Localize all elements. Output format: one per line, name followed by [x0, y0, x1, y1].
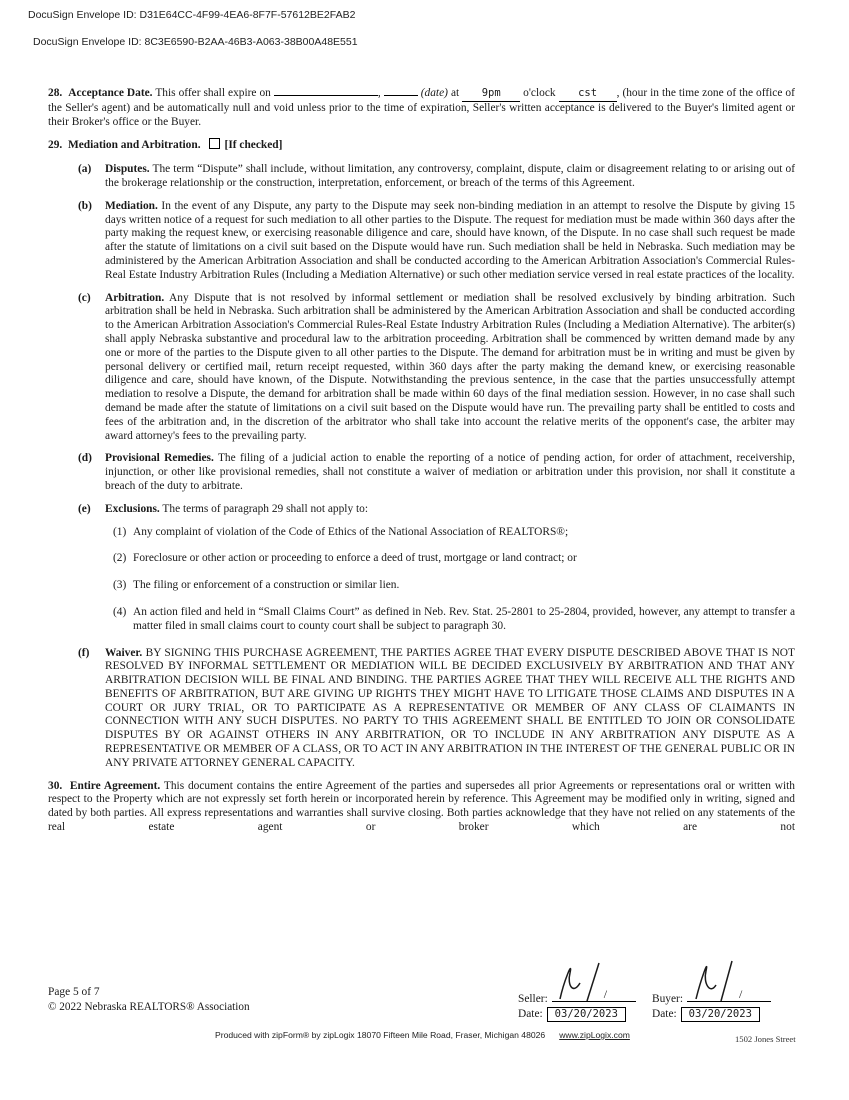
- section-28-title: Acceptance Date.: [68, 87, 153, 99]
- section-28-acceptance-date: [48, 84, 795, 129]
- section-29-heading: [48, 138, 795, 153]
- seller-date-field[interactable]: 03/20/2023: [547, 1007, 626, 1022]
- clause-b-letter: (b): [78, 199, 92, 212]
- clause-e-letter: (e): [78, 502, 91, 515]
- buyer-label: Buyer:: [652, 993, 684, 1005]
- docusign-envelope-id-1: DocuSign Envelope ID: D31E64CC-4F99-4EA6-8F7F-57612BE2FAB2: [28, 9, 356, 21]
- clause-a-disputes: [78, 163, 795, 191]
- section-30-number: 30.: [48, 779, 63, 792]
- section-30-entire-agreement: [48, 780, 795, 835]
- clause-c-label: Arbitration.: [105, 291, 165, 304]
- timezone-field[interactable]: cst: [559, 87, 617, 102]
- exclusion-4: [113, 606, 795, 634]
- at-label: at: [450, 87, 460, 99]
- if-checked-checkbox[interactable]: [209, 138, 220, 149]
- clause-d-letter: (d): [78, 452, 92, 465]
- exclusion-3-number: (3): [113, 579, 127, 592]
- exclusion-3-text: The filing or enforcement of a construction or similar lien.: [133, 579, 400, 592]
- clause-a-text: The term “Dispute” shall include, without limitation, any controversy, complaint, dispute, claim or disagreement relating to or arising out of the brokerage relationship or the construction, interpretation, enforcement, or breach of the terms of this Agreement.: [105, 163, 795, 189]
- seller-initials-field[interactable]: [552, 989, 636, 1002]
- clause-f-waiver: [78, 647, 795, 771]
- clause-e-exclusions: [78, 503, 795, 517]
- clause-f-text: BY SIGNING THIS PURCHASE AGREEMENT, THE PARTIES AGREE THAT EVERY DISPUTE DESCRIBED ABOVE THAT IS NOT RESOLVED BY INFORMAL SETTLEMENT OR MEDIATION WILL BE DECIDED EXCLUSIVELY BY ARBITRATION AND THAT ANY ARBITRATION DECISION WILL BE FINAL AND BINDING. THE PARTIES AGREE THAT THEY WILL RECEIVE ALL THE RIGHTS AND BENEFITS OF ARBITRATION, BUT ARE GIVING UP RIGHTS THEY MIGHT HAVE TO LITIGATE THOSE CLAIMS AND DISPUTES IN A COURT OR JURY TRIAL, OR TO PARTICIPATE AS A REPRESENTATIVE OR MEMBER OF ANY CLASS OF CLAIMANTS IN CONNECTION WITH ANY SUCH DISPUTES. NO PARTY TO THIS AGREEMENT SHALL BE ENTITLED TO JOIN OR CONSOLIDATE DISPUTES BY OR AGAINST OTHERS IN ANY ARBITRATION, OR TO INCLUDE IN ANY ARBITRATION ANY DISPUTE AS A REPRESENTATIVE OR MEMBER OF A CLASS, OR TO ACT IN ANY ARBITRATION IN THE INTEREST OF THE GENERAL PUBLIC OR IN ANY PRIVATE ATTORNEY GENERAL CAPACITY.: [105, 646, 795, 769]
- buyer-date-row: [652, 1007, 760, 1022]
- seller-date-label: Date:: [518, 1008, 543, 1020]
- docusign-envelope-id-2: DocuSign Envelope ID: 8C3E6590-B2AA-46B3-A063-38B00A48E551: [33, 36, 358, 48]
- buyer-initials-field[interactable]: [687, 989, 771, 1002]
- exclusion-2-text: Foreclosure or other action or proceeding to enforce a deed of trust, mortgage or land contract; or: [133, 552, 577, 565]
- clause-b-text: In the event of any Dispute, any party to the Dispute may seek non-binding mediation in an attempt to resolve the Dispute by giving 15 days written notice of a request for such mediation to all other parties to the Dispute. The request for mediation must be made within 360 days after the party making the request knew, or exercising reasonable diligence and care, should have known, of the Dispute. In no case shall such request be made after the statute of limitations on a civil suit based on the Dispute would have run. Such mediation shall be held in Nebraska. Such mediation may be administered by the American Arbitration Association and shall be conducted according to the American Arbitration Association's Commercial Rules-Real Estate Industry Arbitration Rules (Including a Mediation Alternative) or such other mediation service versed in real estate practices of the locality.: [105, 199, 795, 281]
- exclusion-1: [113, 526, 795, 540]
- produced-by-line: [215, 1030, 630, 1040]
- exclusion-4-number: (4): [113, 605, 127, 618]
- section-29-title: Mediation and Arbitration.: [67, 139, 201, 152]
- buyer-initials-mark: [689, 955, 745, 1003]
- seller-signature-row: [518, 989, 636, 1005]
- clause-b-label: Mediation.: [105, 199, 158, 212]
- exclusion-1-text: Any complaint of violation of the Code of Ethics of the National Association of REALTORS®;: [133, 525, 569, 538]
- seller-date-row: [518, 1007, 626, 1022]
- section-28-text-after: , (hour in the time zone of the office of the Seller's agent) and be automatically null and void unless prior to the time of expiration, Seller's written acceptance is delivered to the Buyer's limited agent or their Broker's office or the Buyer.: [48, 87, 795, 128]
- exclusion-4-text: An action filed and held in “Small Claims Court” as defined in Neb. Rev. Stat. 25-2801 to 25-2804, provided, however, any attempt to transfer a matter filed in small claims court to county court shall be subject to paragraph 30.: [133, 605, 795, 632]
- section-28-text-before: This offer shall expire on: [155, 87, 271, 99]
- form-reference: 1502 Jones Street: [735, 1034, 796, 1044]
- exclusion-1-number: (1): [113, 525, 127, 538]
- oclock-label: o'clock: [523, 87, 556, 99]
- clause-d-provisional-remedies: [78, 452, 795, 493]
- clause-a-letter: (a): [78, 163, 92, 176]
- seller-label: Seller:: [518, 993, 548, 1005]
- clause-d-label: Provisional Remedies.: [105, 452, 214, 465]
- exclusion-3: [113, 579, 795, 593]
- clause-f-letter: (f): [78, 646, 90, 659]
- expiration-date-blank[interactable]: [274, 84, 378, 96]
- clause-d-text: The filing of a judicial action to enable the reporting of a notice of pending action, for order of attachment, receivership, injunction, or other like provisional remedies, shall not constitute a waiver of mediation or arbitration under this provision, nor shall it constitute a breach of the duty to arbitrate.: [105, 452, 795, 492]
- buyer-slash: /: [739, 987, 743, 1001]
- expiration-date-blank-2[interactable]: [384, 84, 418, 96]
- clause-c-letter: (c): [78, 291, 91, 304]
- contract-body: [48, 84, 795, 844]
- clause-a-label: Disputes.: [105, 163, 150, 176]
- clause-b-mediation: [78, 200, 795, 283]
- if-checked-label: [If checked]: [224, 139, 283, 152]
- exclusion-2: [113, 552, 795, 566]
- clause-c-text: Any Dispute that is not resolved by informal settlement or mediation shall be resolved exclusively by binding arbitration. Such arbitration shall be held in Nebraska. Such arbitration shall be administered by the American Arbitration Association and shall be conducted according to the American Arbitration Association's Commercial Rules-Real Estate Industry Arbitration Rules (Including a Mediation Alternative). The arbiter(s) shall apply Nebraska substantive and procedural law to the arbitration proceeding. Arbitration shall be commenced by written demand made by any one or more of the parties to the Dispute given to all other parties to the Dispute. The demand for arbitration must be in writing and must be given by personal delivery or certified mail, return receipt requested, within 360 days after the party making the demand knew, or exercising reasonable diligence and care, should have known, of the Dispute. Notwithstanding the previous sentence, in the case that the parties unsuccessfully attempt mediation to resolve a Dispute, the demand for arbitration shall be made within 60 days of the final mediation session. However, in no case shall such demand be made after the statute of limitations on a civil suit based on the Dispute would have run. The prevailing party shall be entitled to costs and fees of the arbitration and, in the discretion of the arbitrator who shall take into account the relative merits of the opponent's case, the arbiter may award attorney's fees to the prevailing party.: [105, 291, 796, 442]
- clause-f-label: Waiver.: [105, 646, 143, 659]
- seller-slash: /: [603, 987, 608, 1001]
- clause-e-text: The terms of paragraph 29 shall not apply to:: [162, 502, 369, 515]
- copyright-line: © 2022 Nebraska REALTORS® Association: [48, 1001, 250, 1013]
- expiration-time-field[interactable]: 9pm: [462, 87, 520, 102]
- clause-c-arbitration: [78, 292, 795, 444]
- date-label: (date): [420, 87, 448, 99]
- seller-initials-mark: [554, 955, 610, 1003]
- clause-e-label: Exclusions.: [105, 502, 160, 515]
- produced-text: Produced with zipForm® by zipLogix 18070 Fifteen Mile Road, Fraser, Michigan 48026: [215, 1030, 546, 1040]
- section-28-number: 28.: [48, 87, 63, 99]
- buyer-signature-row: [652, 989, 771, 1005]
- page-number: Page 5 of 7: [48, 986, 100, 998]
- section-30-title: Entire Agreement.: [69, 779, 161, 792]
- section-30-text: This document contains the entire Agreement of the parties and supersedes all prior Agreements or representations oral or written with respect to the Property which are not expressly set forth herein or incorporated herein by reference. This Agreement may be modified only in writing, signed and dated by both parties. All express representations and warranties shall survive closing. Both parties acknowledge that they have not relied on any statements of the real estate agent or broker which are not: [48, 779, 795, 834]
- buyer-date-label: Date:: [652, 1008, 677, 1020]
- ziplogix-link[interactable]: www.zipLogix.com: [559, 1030, 630, 1040]
- buyer-date-field[interactable]: 03/20/2023: [681, 1007, 760, 1022]
- exclusion-2-number: (2): [113, 552, 127, 565]
- blank-comma: ,: [377, 87, 381, 99]
- section-29-number: 29.: [48, 139, 63, 152]
